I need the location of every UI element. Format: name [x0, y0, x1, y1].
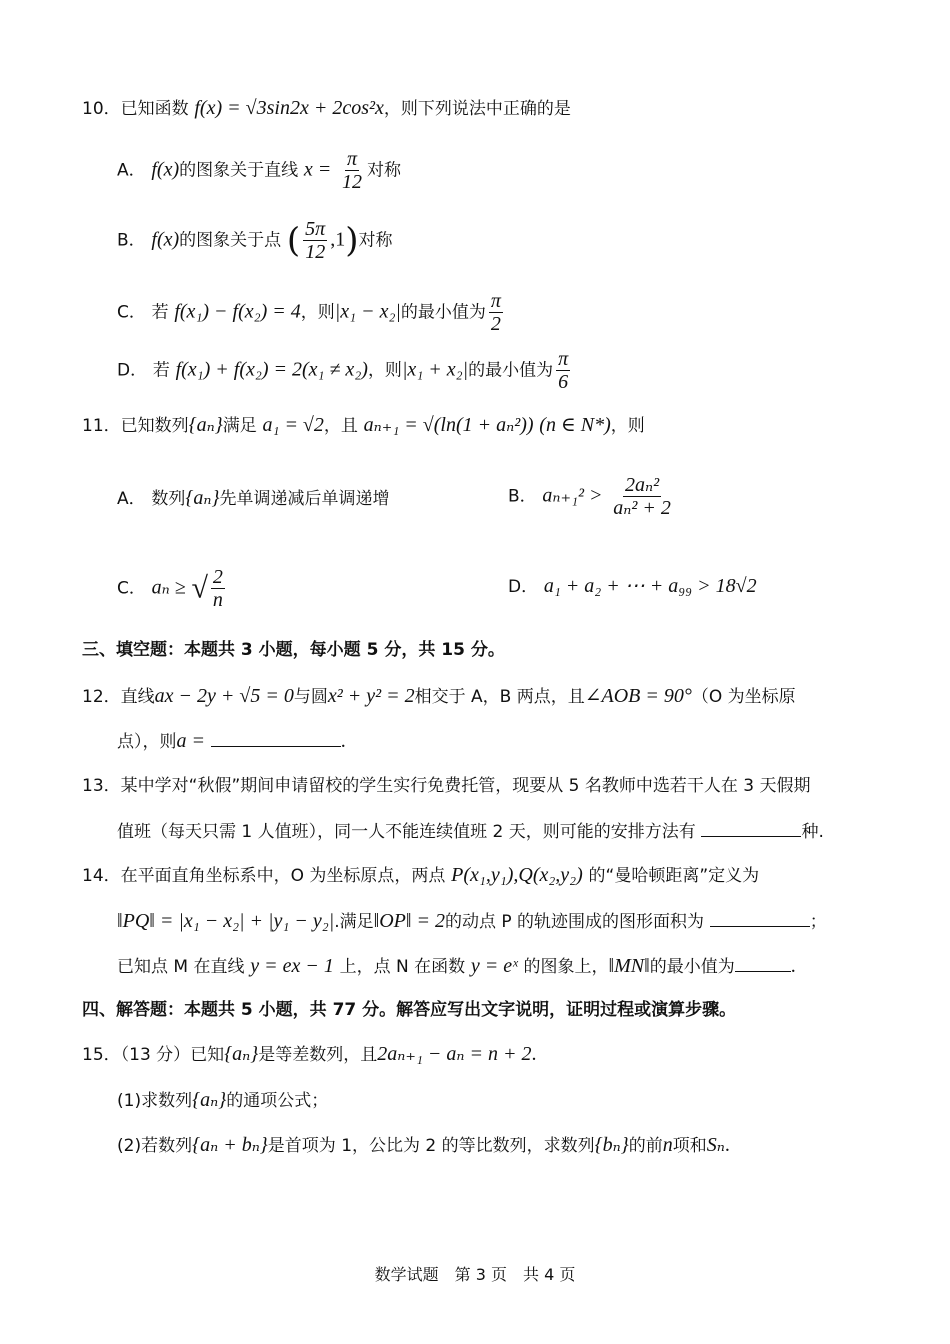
section-fill-in-heading: 三、填空题：本题共 3 小题，每小题 5 分，共 15 分。: [82, 640, 505, 660]
q12-line2: 点），则a = .: [117, 730, 346, 752]
q11-c-fraction: $\frac{2}{n}$: [212, 566, 223, 611]
q15-stem: 15．（13 分）已知{aₙ}是等差数列，且2aₙ₊₁ − aₙ = n + 2.: [82, 1043, 537, 1065]
q11-option-b: B． aₙ₊₁² > $\frac{\text{2aₙ²}}{\text{aₙ² + 2}}$: [508, 474, 671, 519]
q10-option-c: C． 若 f(x₁) − f(x₂) = 4，则|x₁ − x₂|的最小值为 $\frac{\pi}{2}$: [117, 290, 501, 335]
q10-b-fraction: $\frac{5\pi}{12}$: [305, 218, 326, 263]
q14-min-blank[interactable]: [735, 953, 791, 972]
q13-answer-blank[interactable]: [701, 818, 801, 837]
q10-a-fraction: $\frac{\pi}{12}$: [341, 148, 362, 193]
q11-number: 11．: [82, 416, 121, 436]
q10-option-a: A． f(x)的图象关于直线 x = $\frac{\pi}{12}$ 对称: [117, 148, 401, 193]
q10-d-fraction: $\frac{\pi}{6}$: [558, 348, 569, 393]
q14-number: 14．: [82, 866, 121, 886]
q13-number: 13．: [82, 776, 121, 796]
q10-stem: 10．已知函数 f(x) = √3sin2x + 2cos²x，则下列说法中正确的是: [82, 97, 571, 119]
q14-line3: 已知点 M 在直线 y = ex − 1 上，点 N 在函数 y = eˣ 的图象上，‖MN‖的最小值为 .: [117, 955, 796, 977]
q10-option-b: B． f(x)的图象关于点 ( $\frac{5\pi}{12}$ ,1)对称: [117, 218, 393, 263]
q10-number: 10．: [82, 99, 121, 119]
page-footer: 数学试题 第 3 页 共 4 页: [374, 1265, 576, 1284]
q12-line1: 12．直线ax − 2y + √5 = 0与圆x² + y² = 2相交于 A，B 两点，且∠AOB = 90°（O 为坐标原: [82, 685, 796, 707]
q15-number: 15．: [82, 1045, 121, 1065]
q11-option-a: A． 数列{aₙ}先单调递减后单调递增: [117, 487, 390, 509]
q10-function-expr: f(x) = √3sin2x + 2cos²x: [194, 97, 384, 119]
q11-option-d: D． a₁ + a₂ + ⋯ + a₉₉ > 18√2: [508, 575, 757, 597]
q13-line2: 值班（每天只需 1 人值班），同一人不能连续值班 2 天，则可能的安排方法有 种.: [117, 818, 824, 844]
q11-option-c: C． aₙ ≥ √ $\frac{2}{n}$: [117, 566, 223, 611]
q10-option-d: D． 若 f(x₁) + f(x₂) = 2(x₁ ≠ x₂)，则|x₁ + x₂|的最小值为 $\frac{\pi}{6}$: [117, 348, 569, 393]
q13-line1: 13．某中学对“秋假”期间申请留校的学生实行免费托管，现要从 5 名教师中选若干人在 3 天假期: [82, 776, 811, 796]
q15-part2: (2)若数列{aₙ + bₙ}是首项为 1，公比为 2 的等比数列，求数列{bₙ}的前n项和Sₙ.: [117, 1134, 730, 1156]
q12-number: 12．: [82, 687, 121, 707]
q14-area-blank[interactable]: [710, 908, 810, 927]
section-solution-heading: 四、解答题：本题共 5 小题，共 77 分。解答应写出文字说明，证明过程或演算步骤。: [82, 1000, 737, 1020]
q15-part1: (1)求数列{aₙ}的通项公式；: [117, 1089, 329, 1111]
q11-b-fraction: $\frac{\text{2aₙ²}}{\text{aₙ² + 2}}$: [613, 474, 671, 519]
q12-answer-blank[interactable]: [211, 728, 341, 747]
q11-stem: 11．已知数列{aₙ}满足 a₁ = √2，且 aₙ₊₁ = √(ln(1 + aₙ²)) (n ∈ N*)，则: [82, 414, 645, 436]
q14-line2: ‖PQ‖ = |x₁ − x₂| + |y₁ − y₂|.满足‖OP‖ = 2的动点 P 的轨迹围成的图形面积为 ；: [117, 910, 827, 932]
q14-line1: 14．在平面直角坐标系中，O 为坐标原点，两点 P(x₁,y₁),Q(x₂,y₂) 的“曼哈顿距离”定义为: [82, 864, 760, 886]
q10-c-fraction: $\frac{\pi}{2}$: [490, 290, 501, 335]
